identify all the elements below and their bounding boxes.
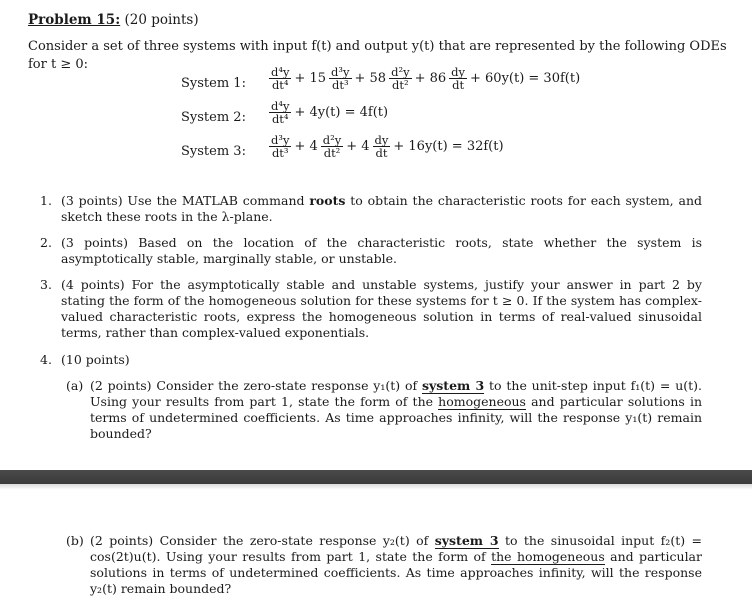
system-1-label: System 1: xyxy=(181,76,246,91)
page-divider xyxy=(0,470,752,484)
term-coefficient: + 86 xyxy=(414,71,447,86)
question-index: 2. xyxy=(40,235,52,250)
term-coefficient: + 4 xyxy=(294,139,318,154)
term-fraction: $\frac{\text{d⁴y}}{\text{dt⁴}}$ xyxy=(271,65,290,92)
problem-points: (20 points) xyxy=(124,12,199,28)
page-divider-shadow xyxy=(0,484,752,490)
term-fraction: $\frac{dy}{dt}$ xyxy=(451,65,465,92)
homogeneous-highlight: homogeneous xyxy=(438,394,526,409)
term-fraction: $\frac{\text{d³y}}{\text{dt³}}$ xyxy=(271,133,290,160)
question-4b: (b) (2 points) Consider the zero-state response y₂(t) of system 3 to the sinusoidal input f₂(t) = cos(2t)u(t). Using your results from part 1, state the form of the homogeneous and particular solutions in terms of undetermined coefficients. As time approaches infinity, will the response y₂(t) remain bounded? xyxy=(66,533,702,596)
question-index: 4. xyxy=(40,352,52,367)
term-fraction: $\frac{\text{d²y}}{\text{dt²}}$ xyxy=(322,133,342,160)
system-reference: system 3 xyxy=(434,533,499,548)
system-3-equation xyxy=(268,134,506,159)
equation-rest: + 60y(t) = 30f(t) xyxy=(470,71,581,86)
equation-rest: + 16y(t) = 32f(t) xyxy=(393,139,504,154)
homogeneous-highlight: the homogeneous xyxy=(491,549,605,564)
problem-intro: Consider a set of three systems with input f(t) and output y(t) that are represented by the following ODEs for t ≥ 0: xyxy=(28,39,727,72)
question-2: 2. (3 points) Based on the location of the characteristic roots, state whether the system is asymptotically stable, marginally stable, or unstable. xyxy=(40,235,702,266)
question-4a: (a) (2 points) Consider the zero-state response y₁(t) of system 3 to the unit-step input f₁(t) = u(t). Using your results from part 1, state the form of the homogeneous and particular solutions in terms of undetermined coefficients. As time approaches infinity, will the response y₁(t) remain bounded? xyxy=(66,378,703,441)
term-fraction: $\frac{\text{d³y}}{\text{dt³}}$ xyxy=(331,65,350,92)
question-index: (b) xyxy=(66,533,84,548)
term-fraction: $\frac{\text{d⁴y}}{\text{dt⁴}}$ xyxy=(271,99,290,126)
term-coefficient: + 4 xyxy=(346,139,370,154)
question-index: (a) xyxy=(66,378,84,393)
term-coefficient: + 58 xyxy=(354,71,387,86)
problem-number: Problem 15: xyxy=(28,12,121,28)
question-index: 1. xyxy=(40,193,52,208)
term-fraction: $\frac{dy}{dt}$ xyxy=(374,133,389,160)
term-coefficient: + 15 xyxy=(294,71,327,86)
system-reference: system 3 xyxy=(421,378,485,393)
system-2-label: System 2: xyxy=(181,110,246,125)
matlab-command: roots xyxy=(309,193,346,208)
question-4: 4. (10 points) xyxy=(40,352,130,367)
equation-rest: + 4y(t) = 4f(t) xyxy=(294,105,389,120)
question-index: 3. xyxy=(40,277,52,292)
problem-title xyxy=(28,12,199,28)
system-2-equation xyxy=(268,100,390,125)
term-fraction: $\frac{\text{d²y}}{\text{dt²}}$ xyxy=(391,65,410,92)
system-1-equation xyxy=(268,66,582,91)
system-3-label: System 3: xyxy=(181,144,246,159)
question-1: 1. (3 points) Use the MATLAB command roots to obtain the characteristic roots for each system, and sketch these roots in the λ-plane. xyxy=(40,193,702,224)
question-3: 3. (4 points) For the asymptotically stable and unstable systems, justify your answer in part 2 by stating the form of the homogeneous solution for these systems for t ≥ 0. If the system has complex-valued characteristic roots, express the homogeneous solution in terms of real-valued sinusoidal terms, rather than complex-valued exponentials. xyxy=(40,277,702,340)
